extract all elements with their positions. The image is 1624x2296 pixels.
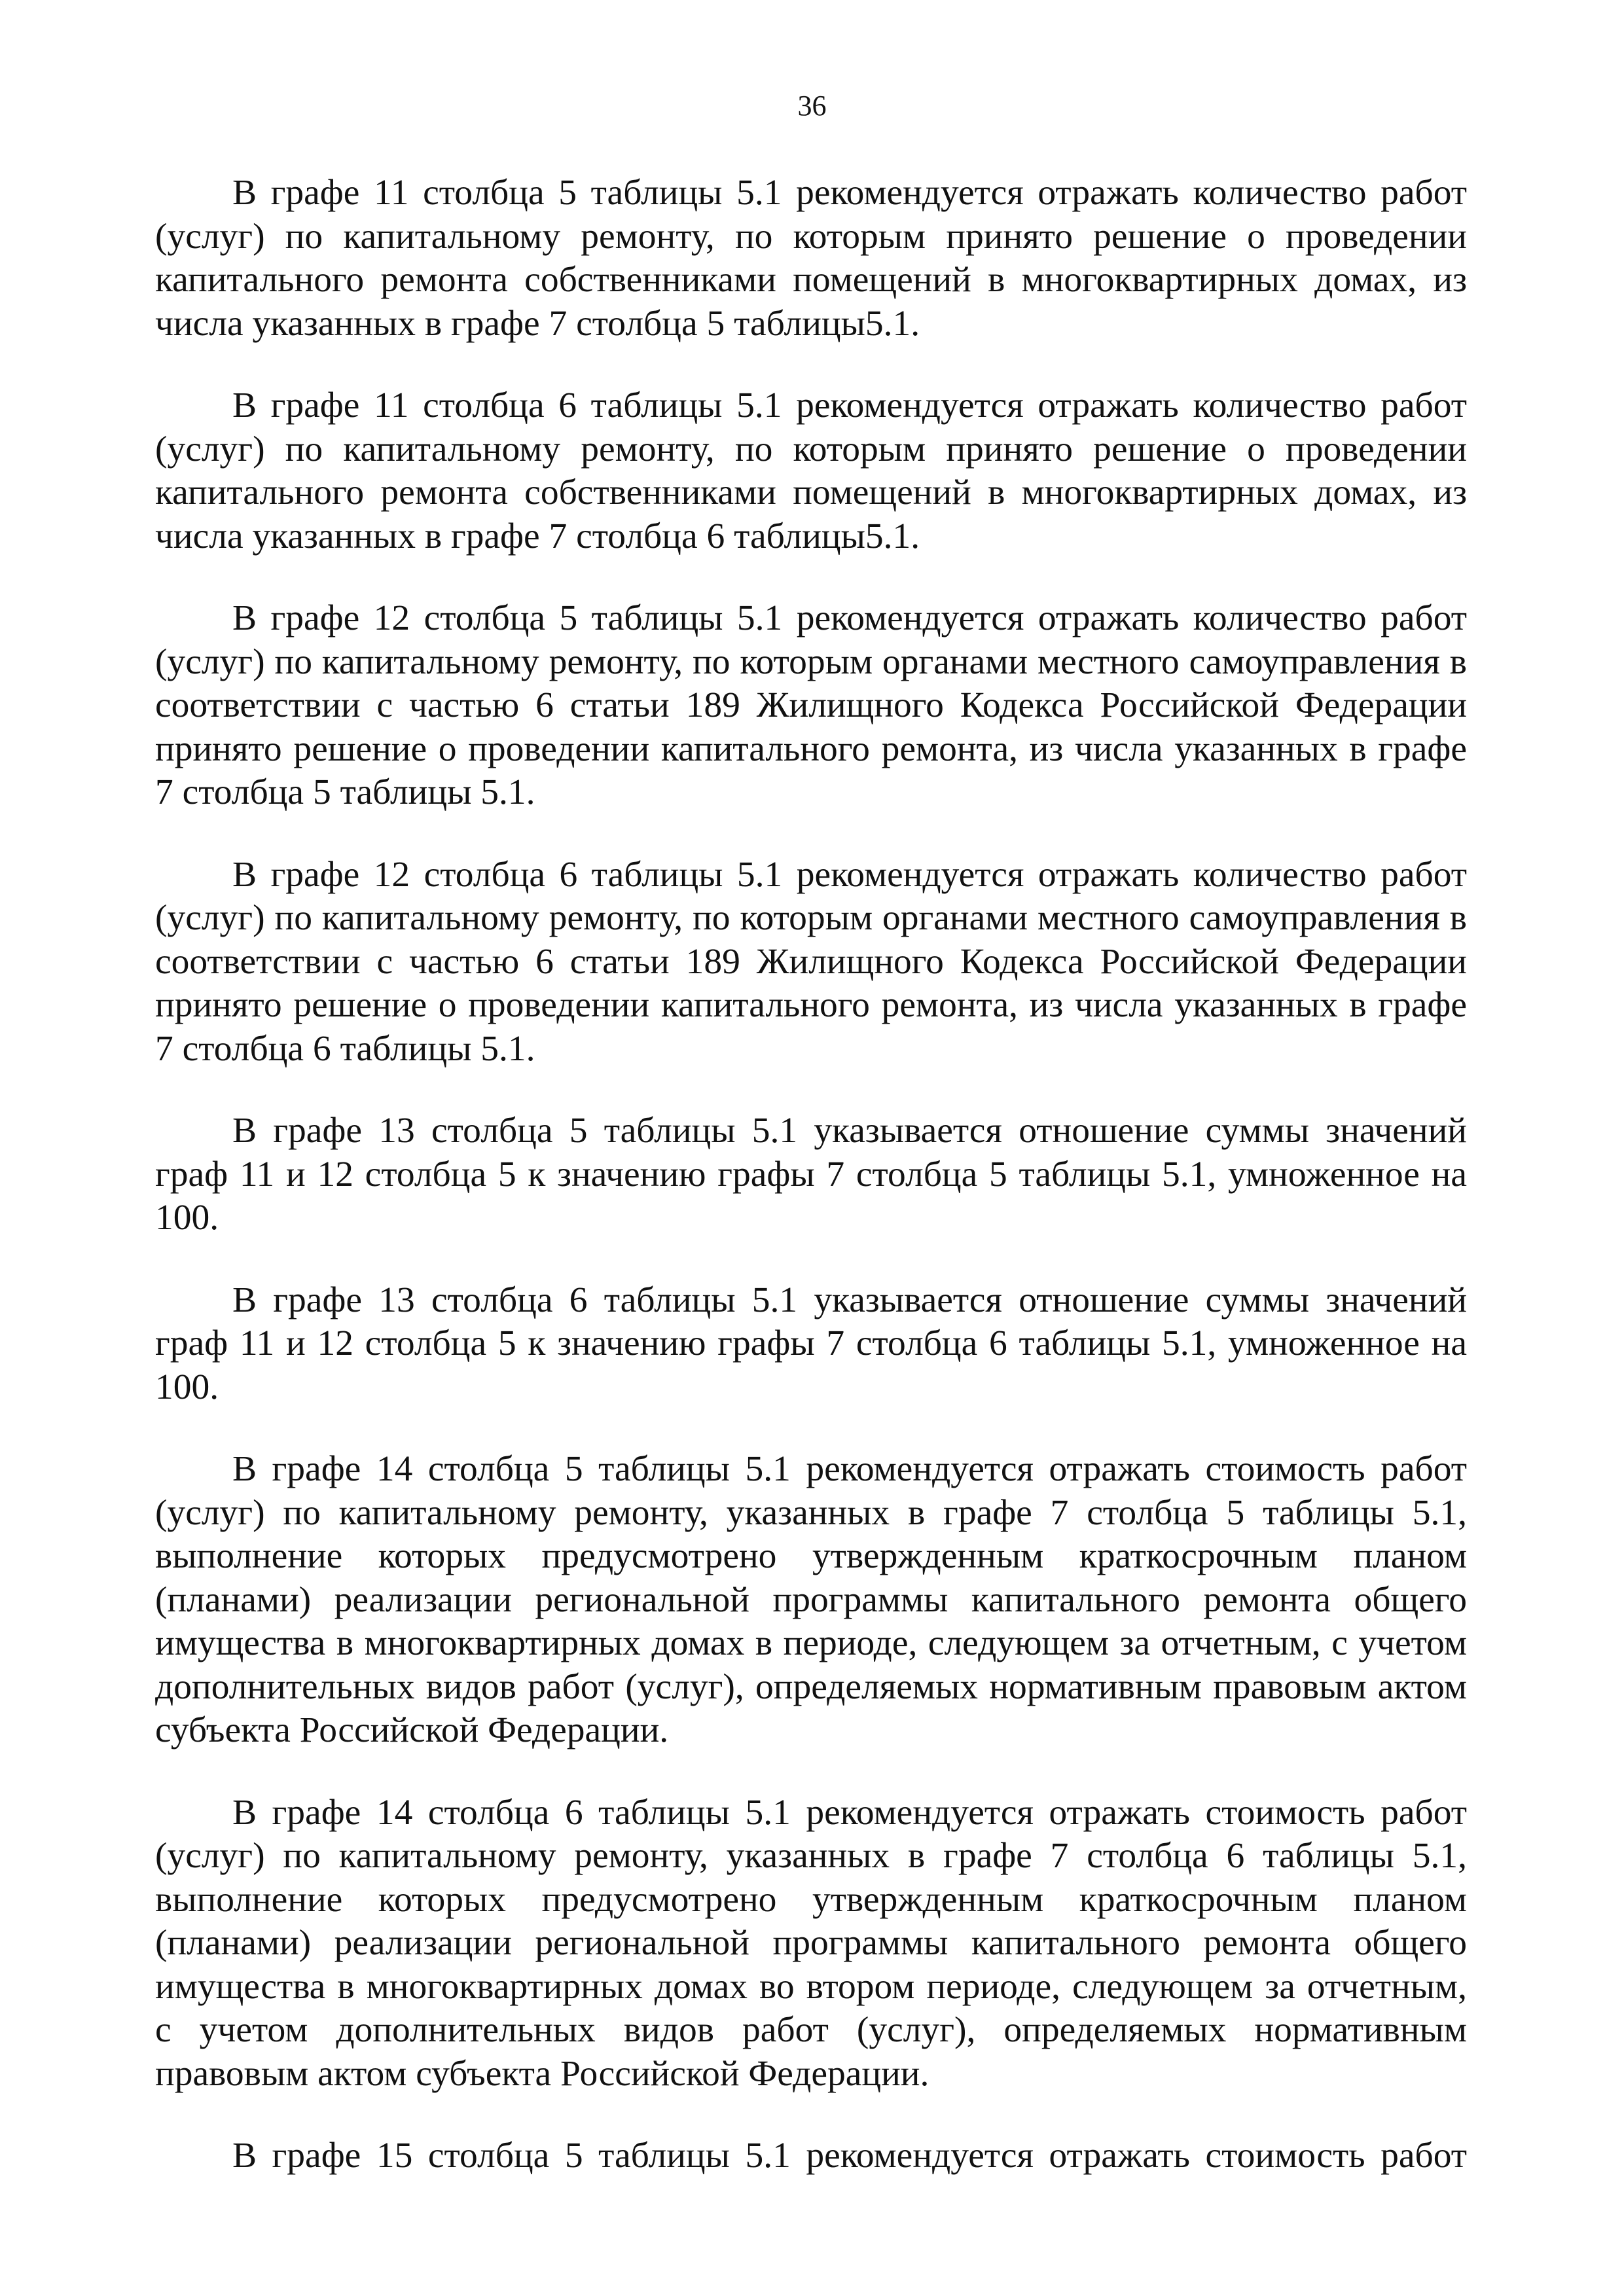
paragraph-graph-15-col-5: В графе 15 столбца 5 таблицы 5.1 рекомендуется отражать стоимость работ [232, 2136, 1467, 2176]
paragraph-graph-11-col-6: В графе 11 столбца 6 таблицы 5.1 рекомендуется отражать количество работ (услуг) по капитальному ремонту, по которым принято решение о проведении капитального ремонта собственниками помещений в многоквартирных домах, из числа указанных в графе 7 столбца 6 таблицы5.1. [155, 386, 1467, 556]
paragraph-graph-13-col-5: В графе 13 столбца 5 таблицы 5.1 указывается отношение суммы значений граф 11 и 12 столбца 5 к значению графы 7 столбца 5 таблицы 5.1, умноженное на 100. [155, 1111, 1467, 1238]
paragraph-graph-11-col-5: В графе 11 столбца 5 таблицы 5.1 рекомендуется отражать количество работ (услуг) по капитальному ремонту, по которым принято решение о проведении капитального ремонта собственниками помещений в многоквартирных домах, из числа указанных в графе 7 столбца 5 таблицы5.1. [155, 173, 1467, 344]
document-body [155, 171, 1467, 2178]
paragraph-graph-12-col-5: В графе 12 столбца 5 таблицы 5.1 рекомендуется отражать количество работ (услуг) по капитальному ремонту, по которым органами местного самоуправления в соответствии с частью 6 статьи 189 Жилищного Кодекса Российской Федерации принято решение о проведении капитального ремонта, из числа указанных в графе 7 столбца 5 таблицы 5.1. [155, 598, 1467, 812]
paragraph-graph-12-col-6: В графе 12 столбца 6 таблицы 5.1 рекомендуется отражать количество работ (услуг) по капитальному ремонту, по которым органами местного самоуправления в соответствии с частью 6 статьи 189 Жилищного Кодекса Российской Федерации принято решение о проведении капитального ремонта, из числа указанных в графе 7 столбца 6 таблицы 5.1. [155, 854, 1467, 1069]
paragraph-graph-14-col-6: В графе 14 столбца 6 таблицы 5.1 рекомендуется отражать стоимость работ (услуг) по капитальному ремонту, указанных в графе 7 столбца 6 таблицы 5.1, выполнение которых предусмотрено утвержденным краткосрочным планом (планами) реализации региональной программы капитального ремонта общего имущества в многоквартирных домах во втором периоде, следующем за отчетным, с учетом дополнительных видов работ (услуг), определяемых нормативным правовым актом субъекта Российской Федерации. [155, 1792, 1467, 2094]
paragraph-graph-13-col-6: В графе 13 столбца 6 таблицы 5.1 указывается отношение суммы значений граф 11 и 12 столбца 5 к значению графы 7 столбца 6 таблицы 5.1, умноженное на 100. [155, 1280, 1467, 1407]
paragraph-graph-14-col-5: В графе 14 столбца 5 таблицы 5.1 рекомендуется отражать стоимость работ (услуг) по капитальному ремонту, указанных в графе 7 столбца 5 таблицы 5.1, выполнение которых предусмотрено утвержденным краткосрочным планом (планами) реализации региональной программы капитального ремонта общего имущества в многоквартирных домах в периоде, следующем за отчетным, с учетом дополнительных видов работ (услуг), определяемых нормативным правовым актом субъекта Российской Федерации. [155, 1449, 1467, 1750]
page-number: 36 [797, 90, 827, 122]
